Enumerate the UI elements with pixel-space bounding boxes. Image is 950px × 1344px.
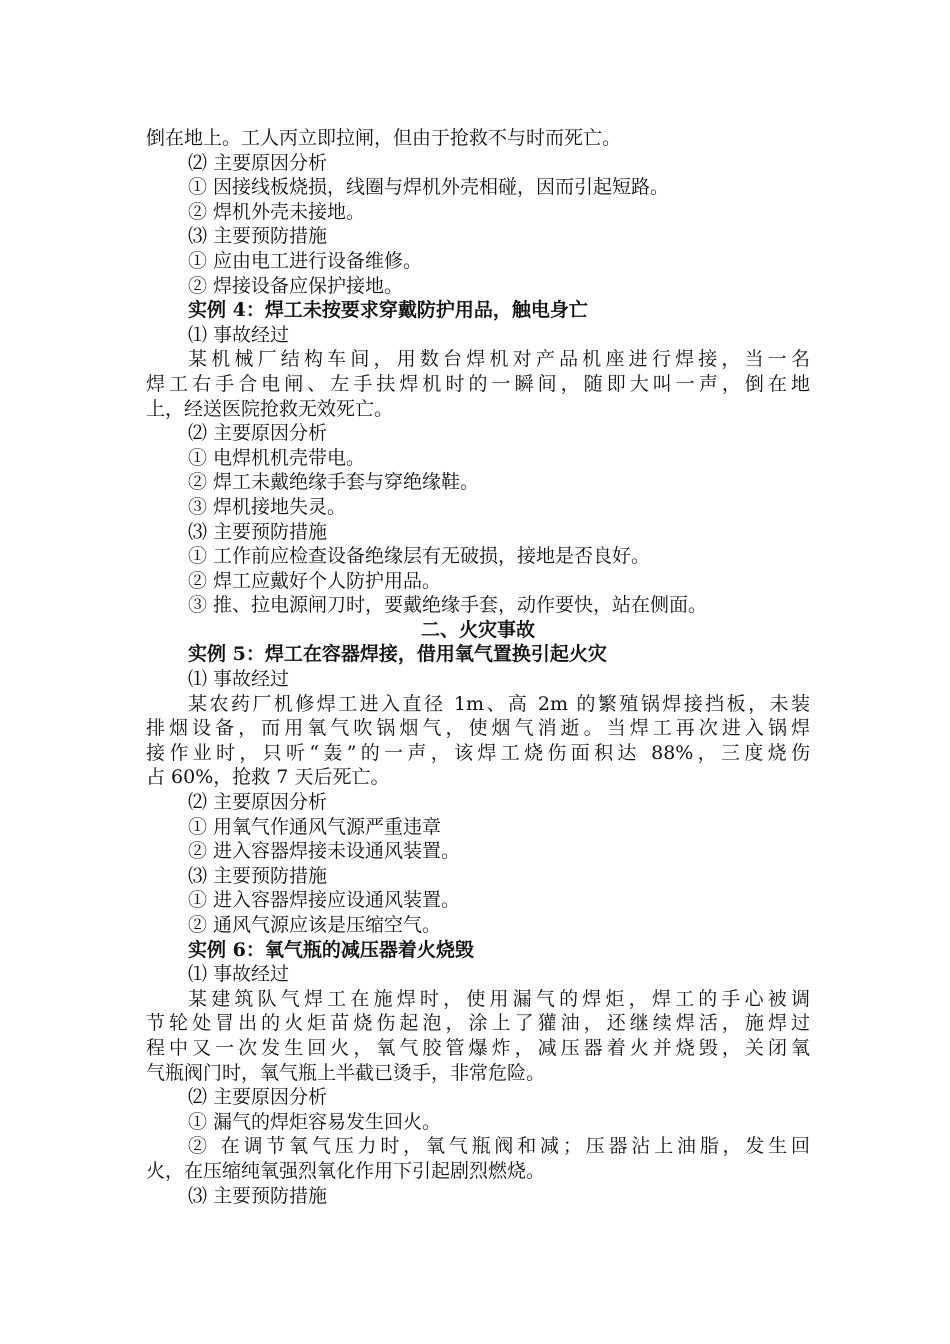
subheading: ⑶ 主要预防措施 [188, 864, 328, 887]
subheading: ⑵ 主要原因分析 [188, 791, 328, 814]
body-text: 某机械厂结构车间，用数台焊机对产品机座进行焊接，当一名 [188, 348, 810, 371]
list-item: ③ 焊机接地失灵。 [188, 495, 347, 518]
list-item: ① 应由电工进行设备维修。 [188, 249, 423, 272]
list-item: ② 通风气源应该是压缩空气。 [188, 914, 442, 936]
list-item: ① 电焊机机壳带电。 [188, 446, 366, 469]
subheading: ⑵ 主要原因分析 [188, 1086, 328, 1109]
body-text: 焊工右手合电闸、左手扶焊机时的一瞬间，随即大叫一声，倒在地 [146, 372, 810, 395]
list-item: ① 工作前应检查设备绝缘层有无破损，接地是否良好。 [188, 545, 651, 568]
body-text: 节轮处冒出的火炬苗烧伤起泡，涂上了獾油，还继续焊活，施焊过 [146, 1012, 810, 1035]
case-heading: 实例 6：氧气瓶的减压器着火烧毁 [188, 938, 474, 961]
list-item: ② 焊工未戴绝缘手套与穿绝缘鞋。 [188, 471, 480, 494]
list-item: ① 进入容器焊接应设通风装置。 [188, 889, 461, 912]
subheading: ⑴ 事故经过 [188, 963, 290, 986]
list-item: ② 焊工应戴好个人防护用品。 [188, 569, 442, 592]
body-text: 上，经送医院抢救无效死亡。 [146, 397, 394, 420]
list-item: ③ 推、拉电源闸刀时，要戴绝缘手套，动作要快，站在侧面。 [188, 594, 708, 617]
body-text: 接作业时，只听“轰”的一声，该焊工烧伤面积达 88%，三度烧伤 [146, 741, 810, 764]
subheading: ⑶ 主要预防措施 [188, 520, 328, 543]
case-heading: 实例 4：焊工未按要求穿戴防护用品，触电身亡 [188, 299, 588, 322]
list-item: ① 用氧气作通风气源严重违章 [188, 815, 442, 838]
list-item: ① 因接线板烧损，线圈与焊机外壳相碰，因而引起短路。 [188, 176, 670, 199]
body-text: 排烟设备，而用氧气吹锅烟气，使烟气消逝。当焊工再次进入锅焊 [146, 717, 810, 740]
list-item: ② 焊机外壳未接地。 [188, 200, 366, 223]
body-text: 程中又一次发生回火，氧气胶管爆炸，减压器着火并烧毁，关闭氧 [146, 1036, 810, 1059]
subheading: ⑶ 主要预防措施 [188, 225, 328, 248]
body-text: 气瓶阀门时，氧气瓶上半截已烫手，非常危险。 [146, 1061, 546, 1084]
body-text: 某建筑队气焊工在施焊时，使用漏气的焊炬，焊工的手心被调 [188, 987, 810, 1010]
subheading: ⑵ 主要原因分析 [188, 151, 328, 174]
body-text: 占 60%，抢救 7 天后死亡。 [146, 766, 390, 789]
subheading: ⑴ 事故经过 [188, 668, 290, 691]
list-item: ② 进入容器焊接未设通风装置。 [188, 840, 461, 863]
subheading: ⑵ 主要原因分析 [188, 422, 328, 445]
body-text: 火，在压缩纯氧强烈氧化作用下引起剧烈燃烧。 [146, 1159, 546, 1182]
document-page [146, 126, 810, 1208]
list-item: ② 焊接设备应保护接地。 [188, 274, 404, 297]
list-item: ① 漏气的焊炬容易发生回火。 [188, 1110, 442, 1133]
body-text: 倒在地上。工人丙立即拉闸，但由于抢救不与时而死亡。 [146, 127, 622, 149]
subheading: ⑴ 事故经过 [188, 323, 290, 346]
body-text: 某农药厂机修焊工进入直径 1m、高 2m 的繁殖锅焊接挡板，未装 [188, 692, 810, 715]
section-heading: 二、火灾事故 [420, 618, 535, 641]
list-item: ② 在调节氧气压力时，氧气瓶阀和减；压器沾上油脂，发生回 [188, 1135, 810, 1158]
case-heading: 实例 5：焊工在容器焊接，借用氧气置换引起火灾 [188, 643, 607, 666]
subheading: ⑶ 主要预防措施 [188, 1184, 328, 1207]
